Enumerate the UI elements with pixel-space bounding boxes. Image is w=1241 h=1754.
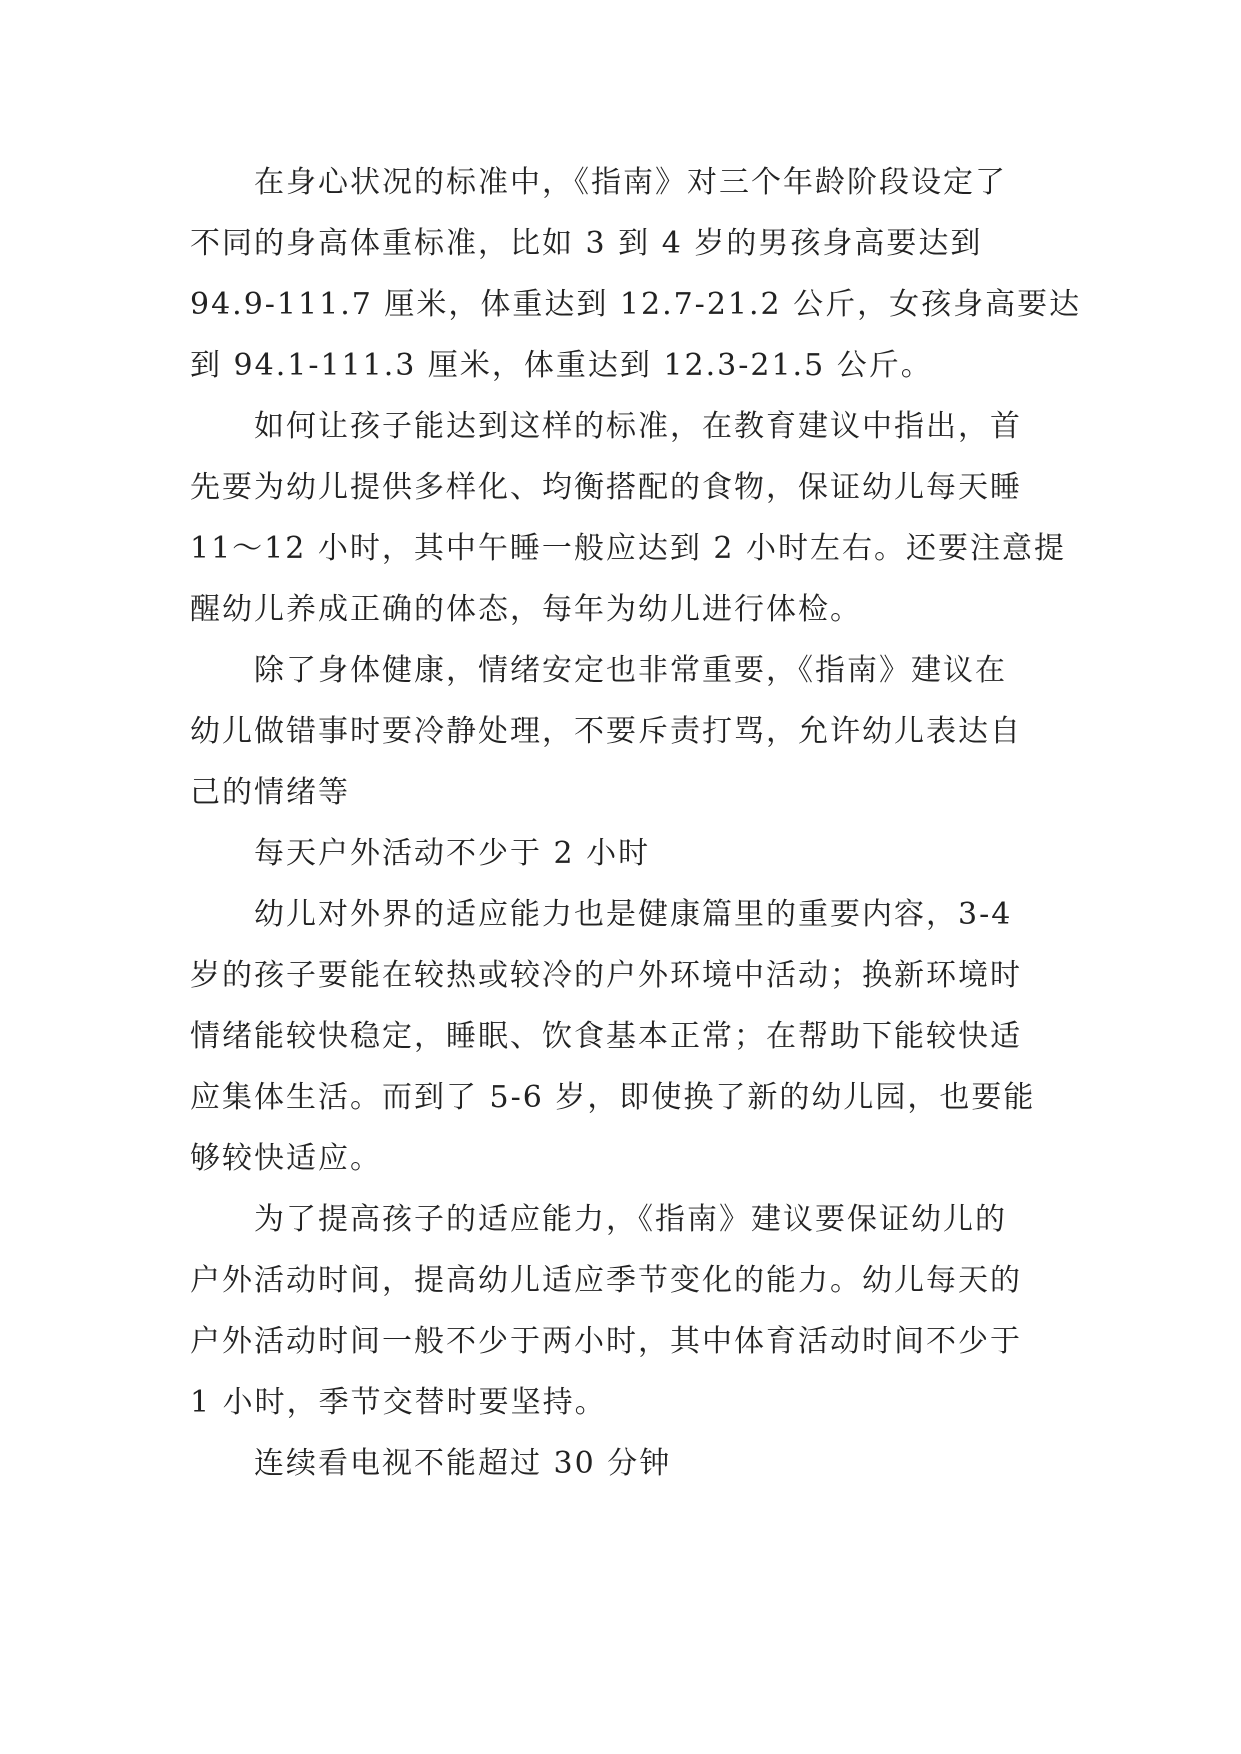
text-line: 幼儿做错事时要冷静处理，不要斥责打骂，允许幼儿表达自 [190,714,1022,749]
text-line: 在身心状况的标准中，《指南》对三个年龄阶段设定了 [254,165,1007,200]
paragraph-adaptability [190,884,1050,1189]
text-line: 醒幼儿养成正确的体态，每年为幼儿进行体检。 [190,592,862,627]
text-line: 岁的孩子要能在较热或较冷的户外环境中活动；换新环境时 [190,958,1022,993]
text-line: 够较快适应。 [190,1141,382,1176]
text-line: 己的情绪等 [190,775,350,810]
text-line: 每天户外活动不少于 2 小时 [254,836,651,871]
text-line: 为了提高孩子的适应能力，《指南》建议要保证幼儿的 [254,1202,1007,1237]
subheading-tv-limit [190,1433,1050,1494]
text-line: 除了身体健康，情绪安定也非常重要，《指南》建议在 [254,653,1007,688]
text-line: 户外活动时间一般不少于两小时，其中体育活动时间不少于 [190,1324,1022,1359]
text-line: 不同的身高体重标准，比如 3 到 4 岁的男孩身高要达到 [190,226,983,261]
text-line: 到 94.1-111.3 厘米，体重达到 12.3-21.5 公斤。 [190,348,933,383]
body-text [190,152,1082,1494]
text-line: 先要为幼儿提供多样化、均衡搭配的食物，保证幼儿每天睡 [190,470,1022,505]
paragraph-emotional-stability [190,640,1050,823]
paragraph-height-weight-standards [190,152,1082,396]
text-line: 应集体生活。而到了 5-6 岁，即使换了新的幼儿园，也要能 [190,1080,1036,1115]
text-line: 94.9-111.7 厘米，体重达到 12.7-21.2 公斤，女孩身高要达 [190,287,1082,322]
text-line: 幼儿对外界的适应能力也是健康篇里的重要内容，3-4 [254,897,1013,932]
text-line: 户外活动时间，提高幼儿适应季节变化的能力。幼儿每天的 [190,1263,1022,1298]
text-line: 连续看电视不能超过 30 分钟 [254,1446,672,1481]
text-line: 情绪能较快稳定，睡眠、饮食基本正常；在帮助下能较快适 [190,1019,1022,1054]
subheading-outdoor-activity [190,823,1050,884]
text-line: 如何让孩子能达到这样的标准，在教育建议中指出，首 [254,409,1022,444]
paragraph-outdoor-time [190,1189,1050,1433]
text-line: 11～12 小时，其中午睡一般应达到 2 小时左右。还要注意提 [190,531,1067,566]
paragraph-education-advice [190,396,1067,640]
text-line: 1 小时，季节交替时要坚持。 [190,1385,607,1420]
